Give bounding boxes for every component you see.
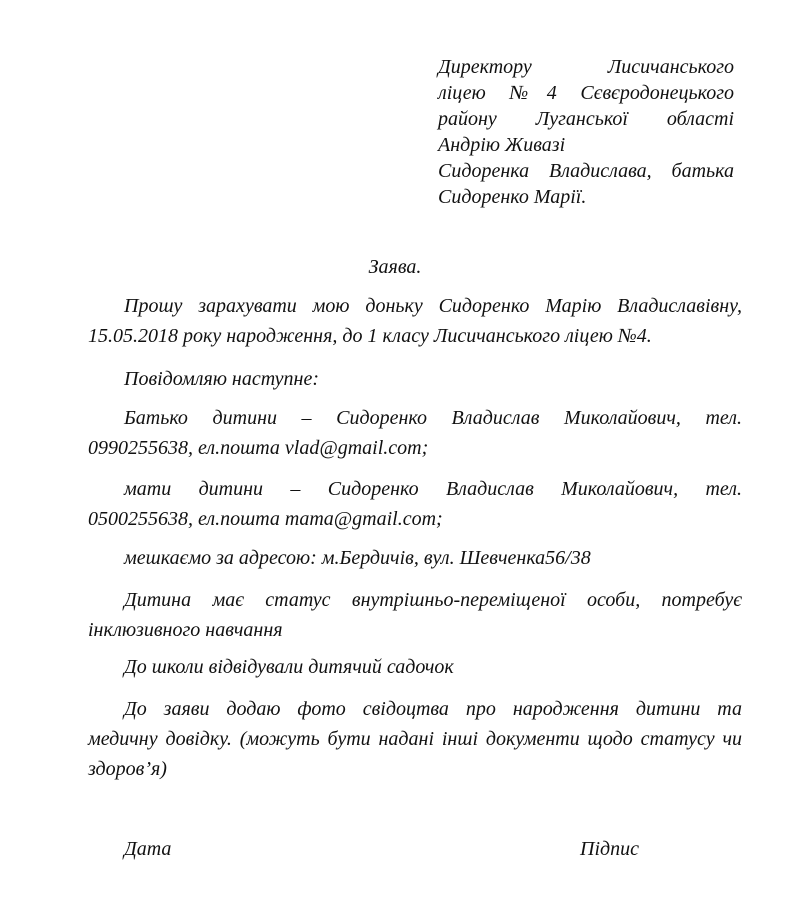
signature-label: Підпис <box>580 838 639 860</box>
addressee-line: Сидоренко Марії. <box>438 186 587 208</box>
paragraph-line: Батько дитини – Сидоренко Владислав Миколайович, тел. <box>124 407 742 429</box>
addressee-line: Сидоренка Владислава, батька <box>438 160 734 182</box>
paragraph-line: До школи відвідували дитячий садочок <box>124 656 454 678</box>
paragraph-line: Прошу зарахувати мою доньку Сидоренко Марію Владиславівну, <box>124 295 742 317</box>
addressee-line: району Луганської області <box>438 108 734 130</box>
status-paragraph <box>88 585 742 645</box>
paragraph-line: мешкаємо за адресою: м.Бердичів, вул. Шевченка56/38 <box>124 547 591 569</box>
paragraph-line: 15.05.2018 року народження, до 1 класу Лисичанського ліцею №4. <box>88 325 652 347</box>
kindergarten-paragraph <box>88 652 742 682</box>
paragraph-line: 0990255638, ел.пошта vlad@gmail.com; <box>88 437 429 459</box>
document-title: Заява. <box>368 256 422 278</box>
request-paragraph <box>88 291 742 351</box>
notify-paragraph <box>88 364 742 394</box>
address-paragraph <box>88 543 742 573</box>
addressee-line: Директору Лисичанського <box>438 56 734 78</box>
addressee-line: Андрію Живазі <box>438 134 566 156</box>
paragraph-line: Дитина має статус внутрішньо-переміщеної особи, потребує <box>124 589 742 611</box>
father-paragraph <box>88 403 742 463</box>
paragraph-line: Повідомляю наступне: <box>124 368 319 390</box>
addressee-line: ліцею №4 Сєвєродонецького <box>438 82 734 104</box>
paragraph-line: інклюзивного навчання <box>88 619 283 641</box>
paragraph-line: медичну довідку. (можуть бути надані інші документи щодо статусу чи <box>88 728 742 750</box>
paragraph-line: 0500255638, ел.пошта mama@gmail.com; <box>88 508 443 530</box>
attachments-paragraph <box>88 694 742 784</box>
paragraph-line: мати дитини – Сидоренко Владислав Миколайович, тел. <box>124 478 742 500</box>
mother-paragraph <box>88 474 742 534</box>
addressee-block <box>438 54 734 210</box>
paragraph-line: До заяви додаю фото свідоцтва про народження дитини та <box>124 698 742 720</box>
date-label: Дата <box>124 838 172 860</box>
paragraph-line: здоров’я) <box>88 758 167 780</box>
